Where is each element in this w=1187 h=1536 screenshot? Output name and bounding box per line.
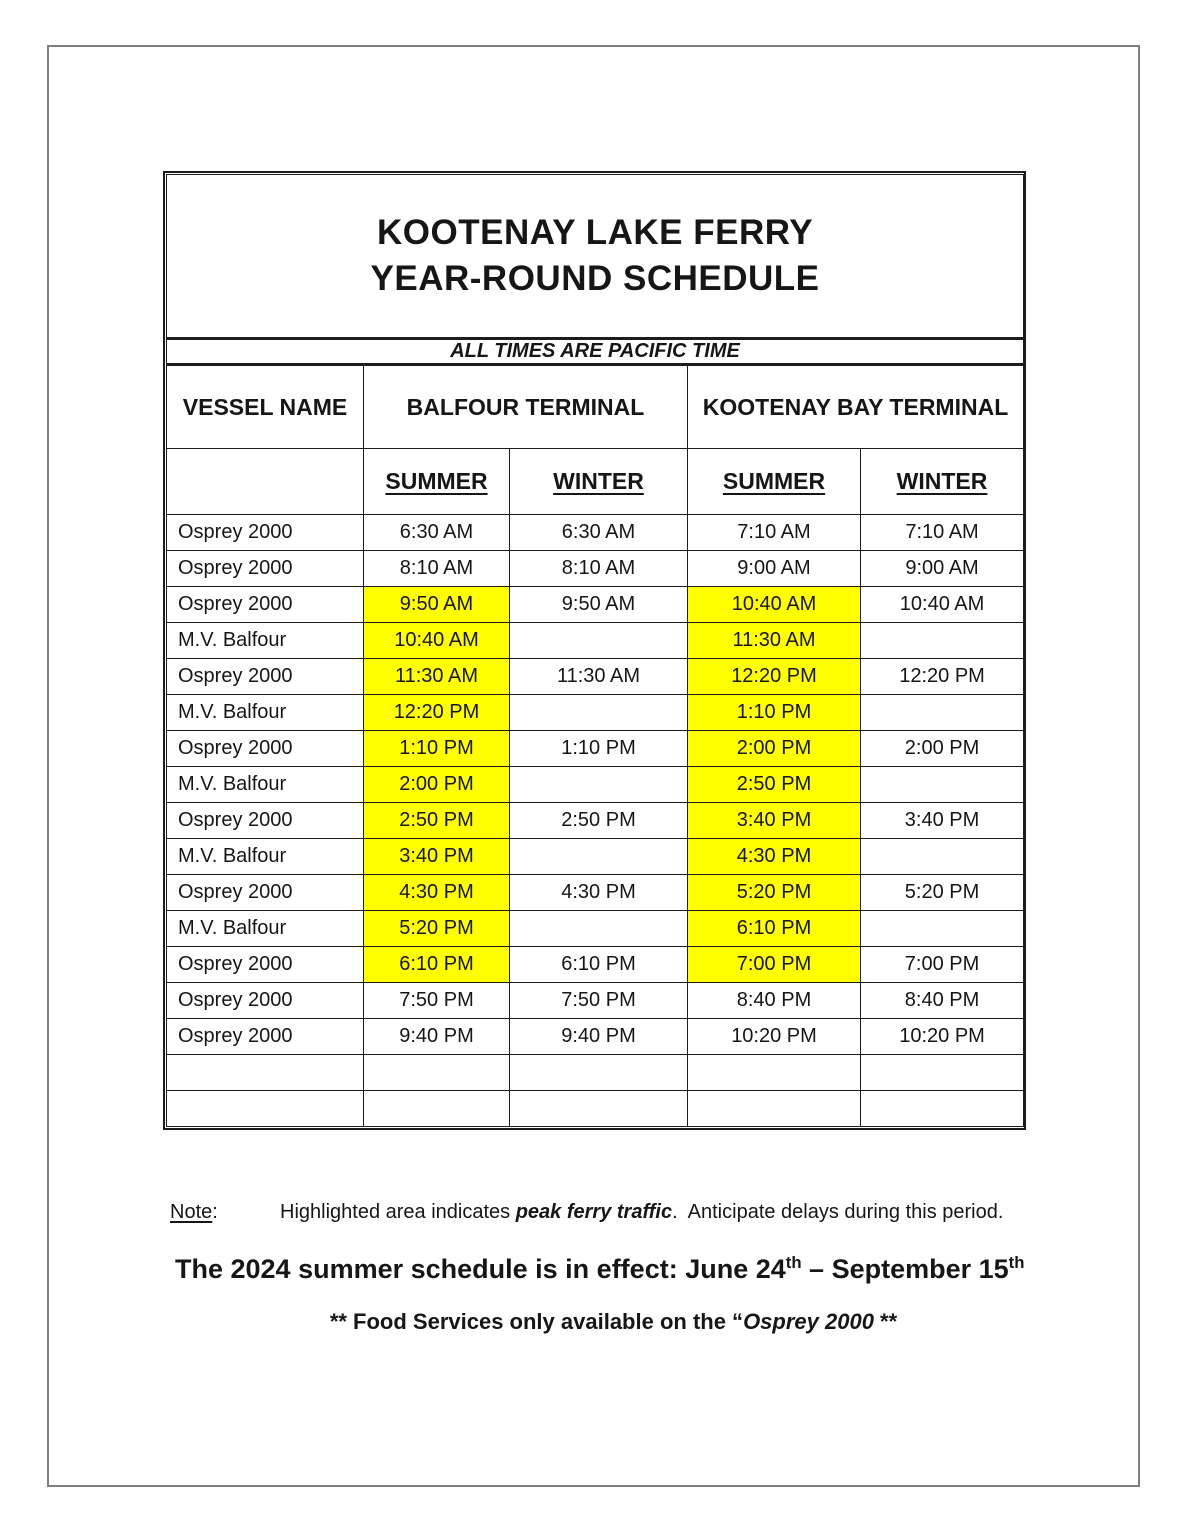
cell-balfour-summer: 11:30 AM: [364, 659, 510, 695]
schedule-table: [163, 171, 1026, 1130]
season-label: WINTER: [896, 468, 988, 494]
kootenay-summer-header: [688, 449, 861, 515]
cell-vessel: Osprey 2000: [167, 803, 364, 839]
schedule-row: [167, 659, 1024, 695]
cell-kootenay-winter: 7:10 AM: [861, 515, 1024, 551]
vessel-name-header: VESSEL NAME: [167, 365, 364, 449]
cell-kootenay-winter: 10:40 AM: [861, 587, 1024, 623]
schedule-body: [167, 515, 1024, 1127]
summer-schedule-effect-line: [175, 1254, 1024, 1285]
cell-kootenay-winter: [861, 911, 1024, 947]
title-row: [167, 175, 1024, 339]
schedule-grid: [166, 174, 1024, 1127]
cell-kootenay-summer: 4:30 PM: [688, 839, 861, 875]
schedule-row: [167, 803, 1024, 839]
cell-vessel: [167, 1091, 364, 1127]
cell-balfour-summer: 2:50 PM: [364, 803, 510, 839]
schedule-row: [167, 731, 1024, 767]
cell-balfour-summer: 6:10 PM: [364, 947, 510, 983]
schedule-row: [167, 587, 1024, 623]
cell-kootenay-summer: 2:00 PM: [688, 731, 861, 767]
cell-kootenay-summer: 10:20 PM: [688, 1019, 861, 1055]
timezone-note: ALL TIMES ARE PACIFIC TIME: [167, 339, 1024, 365]
schedule-row: [167, 1055, 1024, 1091]
season-label: WINTER: [553, 468, 644, 494]
cell-balfour-summer: [364, 1055, 510, 1091]
cell-balfour-summer: 1:10 PM: [364, 731, 510, 767]
cell-kootenay-winter: [861, 623, 1024, 659]
season-label: SUMMER: [385, 468, 488, 494]
cell-balfour-summer: 2:00 PM: [364, 767, 510, 803]
note-text-pre: Highlighted area indicates: [280, 1201, 516, 1223]
schedule-row: [167, 1019, 1024, 1055]
note-text-post: . Anticipate delays during this period.: [672, 1201, 1004, 1223]
balfour-winter-header: [510, 449, 688, 515]
cell-balfour-winter: [510, 623, 688, 659]
cell-vessel: [167, 1055, 364, 1091]
cell-kootenay-winter: [861, 839, 1024, 875]
schedule-row: [167, 947, 1024, 983]
cell-balfour-winter: 2:50 PM: [510, 803, 688, 839]
cell-balfour-summer: 6:30 AM: [364, 515, 510, 551]
cell-kootenay-winter: 10:20 PM: [861, 1019, 1024, 1055]
page: [47, 45, 1140, 1487]
cell-kootenay-summer: [688, 1055, 861, 1091]
cell-kootenay-winter: 5:20 PM: [861, 875, 1024, 911]
food-text-post: **: [873, 1309, 898, 1334]
balfour-summer-header: [364, 449, 510, 515]
cell-balfour-winter: 9:40 PM: [510, 1019, 688, 1055]
cell-balfour-winter: 9:50 AM: [510, 587, 688, 623]
cell-kootenay-summer: 6:10 PM: [688, 911, 861, 947]
cell-kootenay-summer: 2:50 PM: [688, 767, 861, 803]
cell-kootenay-summer: 5:20 PM: [688, 875, 861, 911]
cell-kootenay-winter: 9:00 AM: [861, 551, 1024, 587]
cell-balfour-summer: 9:50 AM: [364, 587, 510, 623]
cell-balfour-winter: 4:30 PM: [510, 875, 688, 911]
schedule-row: [167, 983, 1024, 1019]
cell-kootenay-winter: [861, 767, 1024, 803]
cell-balfour-winter: 8:10 AM: [510, 551, 688, 587]
cell-balfour-winter: [510, 1091, 688, 1127]
cell-balfour-winter: [510, 839, 688, 875]
document-title: [167, 175, 1024, 339]
cell-vessel: M.V. Balfour: [167, 695, 364, 731]
cell-kootenay-winter: 2:00 PM: [861, 731, 1024, 767]
cell-vessel: Osprey 2000: [167, 947, 364, 983]
effect-text: The 2024 summer schedule is in effect: June 24: [175, 1254, 786, 1284]
cell-kootenay-winter: 8:40 PM: [861, 983, 1024, 1019]
cell-balfour-summer: 8:10 AM: [364, 551, 510, 587]
peak-traffic-note: [170, 1201, 1003, 1224]
cell-balfour-winter: [510, 695, 688, 731]
cell-kootenay-winter: [861, 1055, 1024, 1091]
season-header-row: [167, 449, 1024, 515]
cell-balfour-winter: 6:10 PM: [510, 947, 688, 983]
cell-kootenay-summer: 8:40 PM: [688, 983, 861, 1019]
cell-balfour-summer: 3:40 PM: [364, 839, 510, 875]
cell-balfour-winter: 6:30 AM: [510, 515, 688, 551]
cell-balfour-summer: 5:20 PM: [364, 911, 510, 947]
cell-balfour-winter: 1:10 PM: [510, 731, 688, 767]
cell-kootenay-winter: 3:40 PM: [861, 803, 1024, 839]
cell-balfour-winter: [510, 767, 688, 803]
season-label: SUMMER: [722, 468, 826, 494]
title-line-1: KOOTENAY LAKE FERRY: [377, 213, 814, 252]
cell-kootenay-winter: 7:00 PM: [861, 947, 1024, 983]
cell-kootenay-summer: 10:40 AM: [688, 587, 861, 623]
schedule-row: [167, 911, 1024, 947]
cell-kootenay-summer: 11:30 AM: [688, 623, 861, 659]
cell-kootenay-summer: 7:00 PM: [688, 947, 861, 983]
kootenay-bay-terminal-header: KOOTENAY BAY TERMINAL: [688, 365, 1024, 449]
cell-kootenay-summer: 1:10 PM: [688, 695, 861, 731]
schedule-row: [167, 551, 1024, 587]
cell-vessel: M.V. Balfour: [167, 623, 364, 659]
season-header-empty: [167, 449, 364, 515]
cell-vessel: M.V. Balfour: [167, 767, 364, 803]
cell-vessel: Osprey 2000: [167, 659, 364, 695]
cell-vessel: Osprey 2000: [167, 731, 364, 767]
schedule-row: [167, 623, 1024, 659]
food-text-pre: ** Food Services only available on the “: [329, 1309, 744, 1334]
note-label: Note:: [170, 1201, 218, 1223]
cell-kootenay-winter: 12:20 PM: [861, 659, 1024, 695]
schedule-row: [167, 515, 1024, 551]
food-vessel-name: Osprey 2000: [743, 1309, 874, 1334]
cell-balfour-summer: 9:40 PM: [364, 1019, 510, 1055]
cell-vessel: M.V. Balfour: [167, 839, 364, 875]
schedule-row: [167, 695, 1024, 731]
cell-vessel: Osprey 2000: [167, 875, 364, 911]
schedule-row: [167, 875, 1024, 911]
cell-balfour-summer: 12:20 PM: [364, 695, 510, 731]
cell-vessel: Osprey 2000: [167, 587, 364, 623]
cell-balfour-summer: 4:30 PM: [364, 875, 510, 911]
cell-balfour-winter: 11:30 AM: [510, 659, 688, 695]
schedule-row: [167, 767, 1024, 803]
cell-kootenay-summer: [688, 1091, 861, 1127]
schedule-row: [167, 839, 1024, 875]
cell-kootenay-summer: 3:40 PM: [688, 803, 861, 839]
cell-balfour-winter: 7:50 PM: [510, 983, 688, 1019]
schedule-row: [167, 1091, 1024, 1127]
cell-vessel: Osprey 2000: [167, 1019, 364, 1055]
cell-kootenay-winter: [861, 695, 1024, 731]
note-text-emphasis: peak ferry traffic: [515, 1201, 673, 1223]
cell-vessel: Osprey 2000: [167, 983, 364, 1019]
cell-vessel: Osprey 2000: [167, 515, 364, 551]
cell-vessel: Osprey 2000: [167, 551, 364, 587]
cell-vessel: M.V. Balfour: [167, 911, 364, 947]
cell-kootenay-summer: 7:10 AM: [688, 515, 861, 551]
cell-balfour-summer: 7:50 PM: [364, 983, 510, 1019]
balfour-terminal-header: BALFOUR TERMINAL: [364, 365, 688, 449]
cell-balfour-summer: 10:40 AM: [364, 623, 510, 659]
cell-kootenay-winter: [861, 1091, 1024, 1127]
cell-balfour-winter: [510, 1055, 688, 1091]
cell-balfour-summer: [364, 1091, 510, 1127]
cell-kootenay-summer: 12:20 PM: [688, 659, 861, 695]
superscript-th: th: [785, 1253, 802, 1272]
food-services-note: [163, 1309, 1026, 1335]
timezone-row: [167, 339, 1024, 365]
cell-balfour-winter: [510, 911, 688, 947]
cell-kootenay-summer: 9:00 AM: [688, 551, 861, 587]
title-line-2: YEAR-ROUND SCHEDULE: [370, 259, 820, 298]
superscript-th: th: [1008, 1253, 1025, 1272]
effect-text-mid: – September 15: [801, 1254, 1009, 1284]
kootenay-winter-header: [861, 449, 1024, 515]
terminal-header-row: [167, 365, 1024, 449]
